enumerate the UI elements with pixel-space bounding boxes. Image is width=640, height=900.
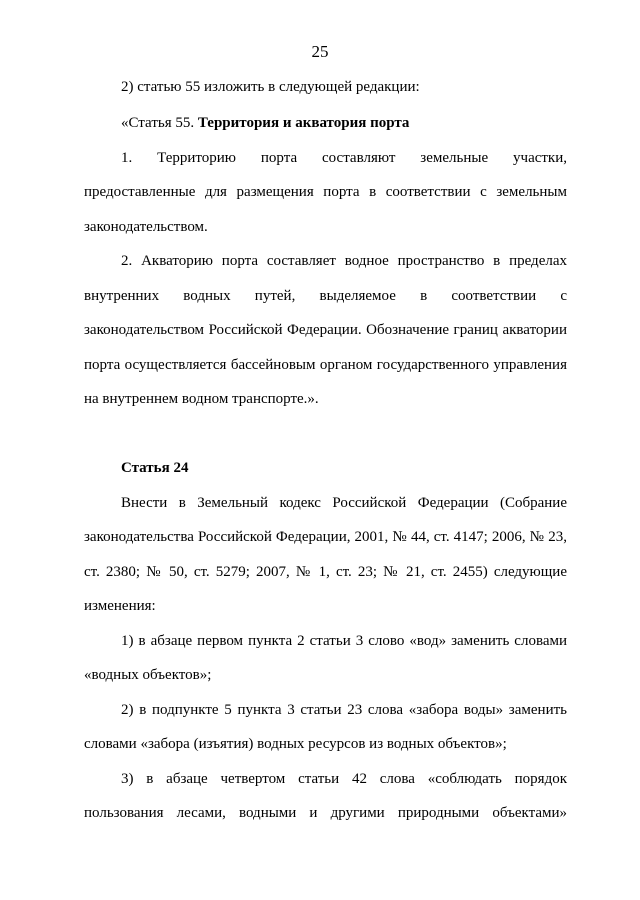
article24-intro-line-2: законодательства Российской Федерации, 2001, № 44, ст. 4147; 2006, № 23, (84, 529, 567, 545)
item1-line-2: «водных объектов»; (84, 667, 212, 683)
paragraph2-line-3: законодательством Российской Федерации. Обозначение границ акватории (84, 322, 567, 338)
paragraph2-line-4: порта осуществляется бассейновым органом государственного управления (84, 357, 567, 373)
paragraph1-line-2: предоставленные для размещения порта в соответствии с земельным (84, 184, 567, 200)
article-55-title: Территория и акватория порта (197, 115, 410, 131)
article24-intro-line-1: Внести в Земельный кодекс Российской Федерации (Собрание (121, 495, 567, 511)
item3-line-1: 3) в абзаце четвертом статьи 42 слова «соблюдать порядок (121, 771, 567, 787)
item3-line-2: пользования лесами, водными и другими природными объектами» (84, 805, 567, 821)
article-55-heading (121, 114, 409, 132)
item2-line-1: 2) в подпункте 5 пункта 3 статьи 23 слова «забора воды» заменить (121, 702, 567, 718)
item1-line-1: 1) в абзаце первом пункта 2 статьи 3 слово «вод» заменить словами (121, 633, 567, 649)
item2-line-2: словами «забора (изъятия) водных ресурсов из водных объектов»; (84, 736, 507, 752)
paragraph1-line-3: законодательством. (84, 219, 208, 235)
article-55-prefix: «Статья 55. (121, 115, 198, 131)
paragraph2-line-1: 2. Акваторию порта составляет водное пространство в пределах (121, 253, 567, 269)
article24-intro-line-3: ст. 2380; № 50, ст. 5279; 2007, № 1, ст. 23; № 21, ст. 2455) следующие (84, 564, 567, 580)
intro-line: 2) статью 55 изложить в следующей редакции: (121, 79, 420, 95)
paragraph1-line-1: 1. Территорию порта составляют земельные участки, (121, 150, 567, 166)
paragraph2-line-5: на внутреннем водном транспорте.». (84, 391, 319, 407)
article24-intro-line-4: изменения: (84, 598, 156, 614)
page-number: 25 (311, 42, 329, 61)
article-24-heading: Статья 24 (121, 460, 189, 476)
paragraph2-line-2: внутренних водных путей, выделяемое в соответствии с (84, 288, 567, 304)
